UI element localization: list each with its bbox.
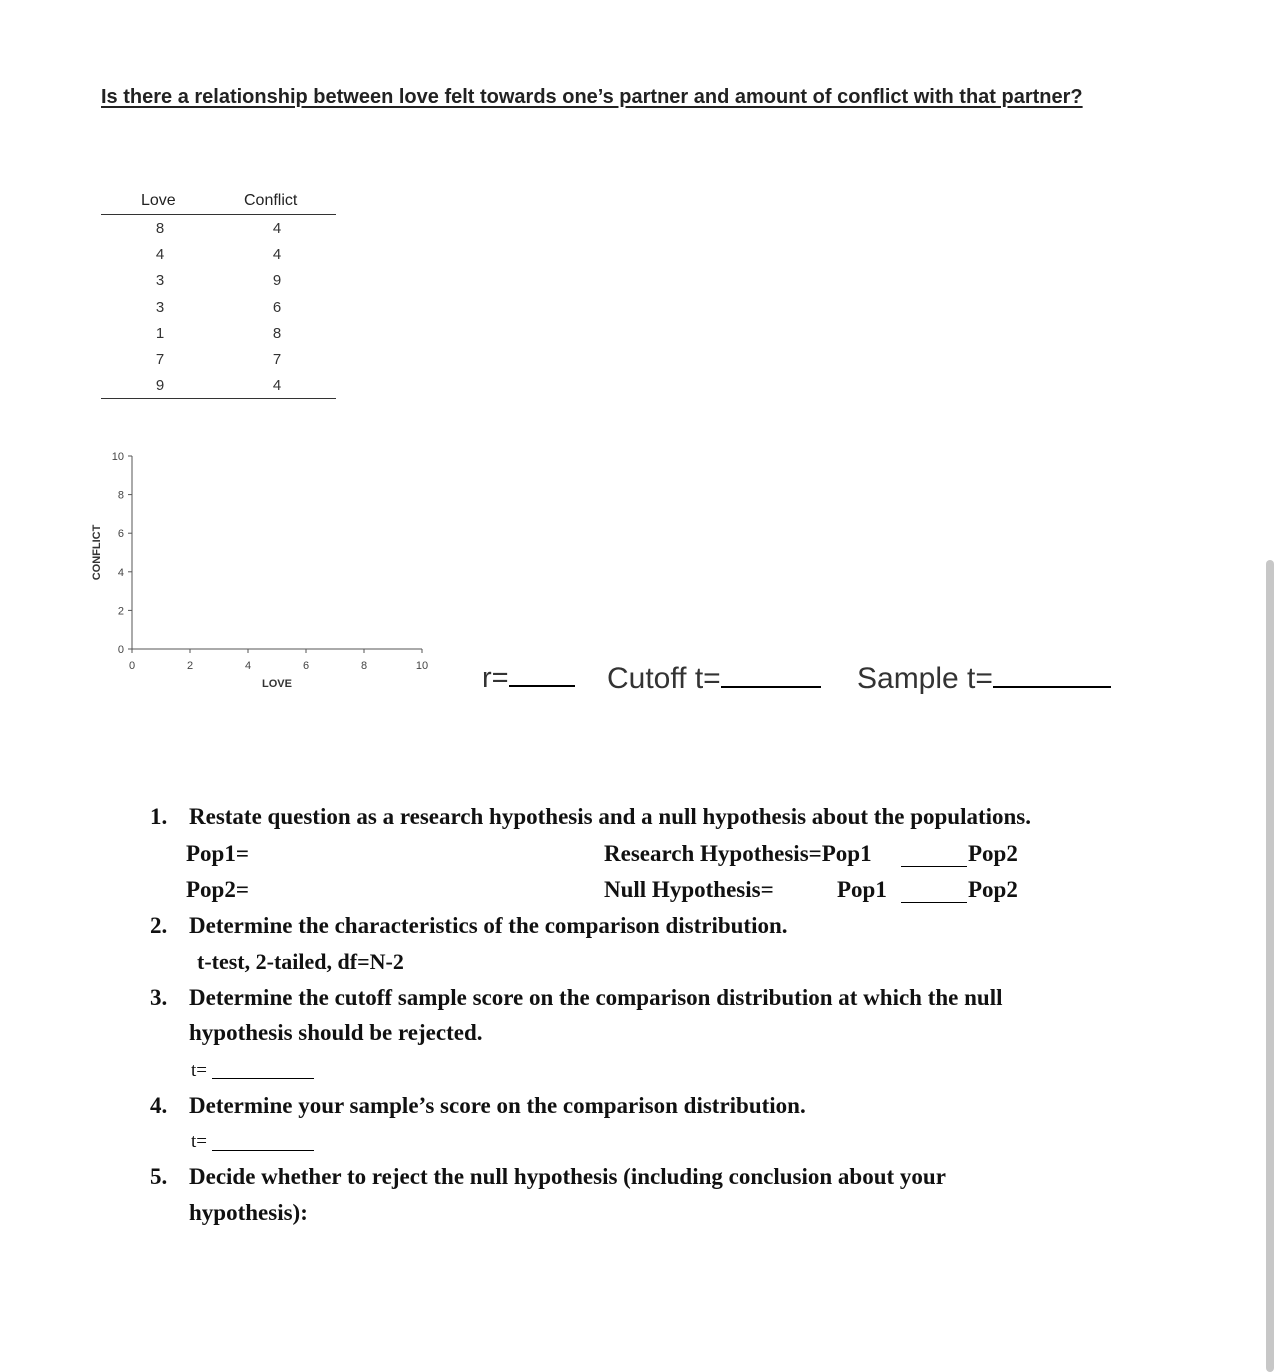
null-hypothesis-label: Null Hypothesis= <box>604 877 774 902</box>
conflict-cell: 6 <box>272 298 282 316</box>
y-tick-label: 4 <box>117 566 124 579</box>
x-tick-label: 4 <box>244 660 252 672</box>
scrollbar[interactable] <box>1266 560 1274 1372</box>
step-3-t-label: t= <box>191 1060 207 1081</box>
cutoff-t-blank[interactable] <box>721 685 821 688</box>
sample-t-blank[interactable] <box>993 685 1111 688</box>
table-top-rule <box>101 214 336 215</box>
step-1-number: 1. <box>150 804 168 829</box>
step-5-text-line2: hypothesis): <box>189 1200 308 1225</box>
step-1-text: Restate question as a research hypothesis and a null hypothesis about the populations. <box>189 804 1032 829</box>
conflict-cell: 4 <box>272 220 282 237</box>
step-5-text-line1: Decide whether to reject the null hypothesis (including conclusion about your <box>189 1164 946 1189</box>
love-cell: 8 <box>155 220 165 237</box>
research-hypothesis-label: Research Hypothesis=Pop1 <box>604 841 872 866</box>
y-tick-label: 8 <box>117 489 124 502</box>
null-pop2: Pop2 <box>968 877 1018 902</box>
x-tick-label: 8 <box>360 660 368 672</box>
x-tick-label: 10 <box>415 660 429 672</box>
y-tick-label: 10 <box>111 451 124 463</box>
love-cell: 7 <box>155 351 165 368</box>
scatter-plot <box>80 440 450 700</box>
love-cell: 3 <box>155 272 165 290</box>
love-cell: 3 <box>155 298 165 316</box>
love-cell: 9 <box>155 377 165 395</box>
null-hypothesis-blank[interactable] <box>901 902 967 903</box>
x-tick-label: 6 <box>302 660 310 672</box>
r-blank[interactable] <box>509 684 575 687</box>
r-label: r= <box>482 662 509 694</box>
research-pop2: Pop2 <box>968 841 1018 866</box>
y-tick-label: 6 <box>117 528 124 541</box>
step-2-answer: t-test, 2-tailed, df=N-2 <box>197 949 404 974</box>
love-cell: 4 <box>155 246 165 264</box>
r-field <box>482 662 575 695</box>
research-hypothesis-blank[interactable] <box>901 866 967 867</box>
page-title: Is there a relationship between love felt towards one’s partner and amount of conflict with that partner? <box>101 86 1083 108</box>
conflict-cell: 7 <box>272 351 282 368</box>
x-tick-label: 0 <box>128 660 136 672</box>
step-2-number: 2. <box>150 913 168 938</box>
cutoff-t-label: Cutoff t= <box>607 662 721 695</box>
step-4-number: 4. <box>150 1093 168 1118</box>
y-tick-label: 2 <box>117 605 124 618</box>
conflict-cell: 4 <box>272 377 282 395</box>
step-5-number: 5. <box>150 1164 168 1189</box>
pop2-label: Pop2= <box>186 877 249 902</box>
step-3-t-blank[interactable] <box>212 1078 314 1079</box>
conflict-cell: 4 <box>272 246 282 264</box>
table-header-conflict: Conflict <box>244 192 298 209</box>
conflict-cell: 8 <box>272 324 282 342</box>
love-cell: 1 <box>155 324 165 342</box>
step-4-text: Determine your sample’s score on the comparison distribution. <box>189 1093 806 1118</box>
step-4-t-label: t= <box>191 1131 207 1152</box>
sample-t-label: Sample t= <box>857 662 993 695</box>
table-bottom-rule <box>101 398 336 399</box>
y-tick-label: 0 <box>117 644 124 656</box>
x-tick-label: 2 <box>186 660 194 672</box>
x-axis-label: LOVE <box>262 678 292 690</box>
conflict-cell: 9 <box>272 272 282 290</box>
data-table <box>101 192 336 402</box>
step-2-text: Determine the characteristics of the comparison distribution. <box>189 913 788 938</box>
table-header-love: Love <box>141 192 176 209</box>
sample-t-field <box>857 662 1111 696</box>
step-3-text-line1: Determine the cutoff sample score on the comparison distribution at which the null <box>189 985 1003 1010</box>
step-4-t-blank[interactable] <box>212 1150 314 1151</box>
y-axis-label: CONFLICT <box>91 524 103 581</box>
cutoff-t-field <box>607 662 821 696</box>
pop1-label: Pop1= <box>186 841 249 866</box>
null-pop1: Pop1 <box>837 877 887 902</box>
step-3-number: 3. <box>150 985 168 1010</box>
step-3-text-line2: hypothesis should be rejected. <box>189 1020 483 1045</box>
